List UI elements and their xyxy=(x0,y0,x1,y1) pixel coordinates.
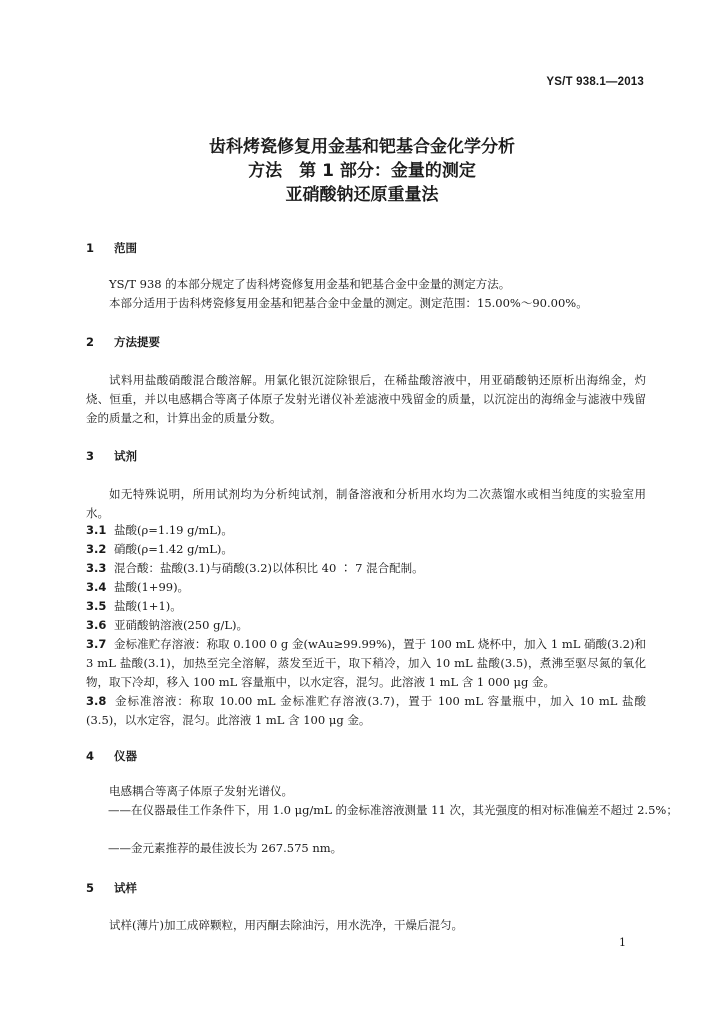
instrument-requirement: ——在仪器最佳工作条件下，用 1.0 μg/mL 的金标准溶液测量 11 次，其光强度的相对标准偏差不超过 2.5%； xyxy=(108,803,678,817)
standard-number: YS/T 938.1—2013 xyxy=(546,76,644,88)
reagent-item xyxy=(86,521,646,540)
section-4-heading xyxy=(86,748,137,764)
reagent-item xyxy=(86,559,646,578)
section-2-heading xyxy=(86,334,160,350)
item-number: 3.8 xyxy=(86,694,107,708)
item-number: 3.7 xyxy=(86,637,107,651)
item-text: 盐酸(ρ=1.19 g/mL)。 xyxy=(114,523,233,537)
item-text: 盐酸(1+99)。 xyxy=(114,580,190,594)
section-title: 试样 xyxy=(114,881,137,895)
reagent-item xyxy=(86,616,646,635)
section-number: 4 xyxy=(86,749,95,763)
section-title: 试剂 xyxy=(114,449,137,463)
item-number: 3.3 xyxy=(86,561,107,575)
section-1-heading xyxy=(86,240,137,256)
section-title: 方法提要 xyxy=(114,335,160,349)
section-5-paragraph-1: 试样(薄片)加工成碎颗粒，用丙酮去除油污，用水洗净，干燥后混匀。 xyxy=(109,918,463,932)
reagent-item xyxy=(86,578,646,597)
item-number: 3.2 xyxy=(86,542,107,556)
item-text: 亚硝酸钠溶液(250 g/L)。 xyxy=(114,618,248,632)
section-title: 仪器 xyxy=(114,749,137,763)
section-2-paragraph-1: 试料用盐酸硝酸混合酸溶解。用氯化银沉淀除银后，在稀盐酸溶液中，用亚硝酸钠还原析出海绵金，灼烧、恒重，并以电感耦合等离子体原子发射光谱仪补差滤液中残留金的质量，以沉淀出的海绵金与滤液中残留金的质量之和，计算出金的质量分数。 xyxy=(86,373,646,425)
section-1-paragraph-2: 本部分适用于齿科烤瓷修复用金基和钯基合金中金量的测定。测定范围：15.00%～90.00%。 xyxy=(109,296,588,310)
reagent-item xyxy=(86,635,646,692)
section-number: 3 xyxy=(86,449,95,463)
item-number: 3.1 xyxy=(86,523,107,537)
page-number: 1 xyxy=(619,936,626,949)
instrument-requirement: ——金元素推荐的最佳波长为 267.575 nm。 xyxy=(108,841,343,855)
section-number: 1 xyxy=(86,241,95,255)
document-title xyxy=(0,135,724,207)
item-text: 硝酸(ρ=1.42 g/mL)。 xyxy=(114,542,233,556)
title-line-1: 齿科烤瓷修复用金基和钯基合金化学分析 xyxy=(209,137,515,157)
section-3-paragraph-1: 如无特殊说明，所用试剂均为分析纯试剂，制备溶液和分析用水均为二次蒸馏水或相当纯度的实验室用水。 xyxy=(86,487,646,520)
section-number: 2 xyxy=(86,335,95,349)
title-line-3: 亚硝酸钠还原重量法 xyxy=(285,185,439,205)
reagent-item xyxy=(86,692,646,730)
reagent-item xyxy=(86,597,646,616)
section-number: 5 xyxy=(86,881,95,895)
item-text: 混合酸：盐酸(3.1)与硝酸(3.2)以体积比 40 ∶ 7 混合配制。 xyxy=(114,561,424,575)
reagent-item xyxy=(86,540,646,559)
section-5-heading xyxy=(86,880,137,896)
item-text: 金标准贮存溶液：称取 0.100 0 g 金(wAu≥99.99%)，置于 100 mL 烧杯中，加入 1 mL 硝酸(3.2)和 3 mL 盐酸(3.1)，加热至完全溶解，蒸发至近干，取下稍冷，加入 10 mL 盐酸(3.5)，煮沸至驱尽氮的氧化物，取下冷却，移入 100 mL 容量瓶中，以水定容，混匀。此溶液 1 mL 含 1 000 μg 金。 xyxy=(86,637,646,689)
item-number: 3.4 xyxy=(86,580,107,594)
section-4-paragraph-1: 电感耦合等离子体原子发射光谱仪。 xyxy=(109,784,293,798)
title-line-2: 方法 第 1 部分：金量的测定 xyxy=(248,161,476,181)
item-text: 金标准溶液：称取 10.00 mL 金标准贮存溶液(3.7)，置于 100 mL 容量瓶中，加入 10 mL 盐酸(3.5)，以水定容，混匀。此溶液 1 mL 含 100 μg 金。 xyxy=(86,694,646,727)
section-1-paragraph-1: YS/T 938 的本部分规定了齿科烤瓷修复用金基和钯基合金中金量的测定方法。 xyxy=(109,277,511,291)
item-text: 盐酸(1+1)。 xyxy=(114,599,182,613)
section-title: 范围 xyxy=(114,241,137,255)
item-number: 3.5 xyxy=(86,599,107,613)
item-number: 3.6 xyxy=(86,618,107,632)
section-3-heading xyxy=(86,448,137,464)
